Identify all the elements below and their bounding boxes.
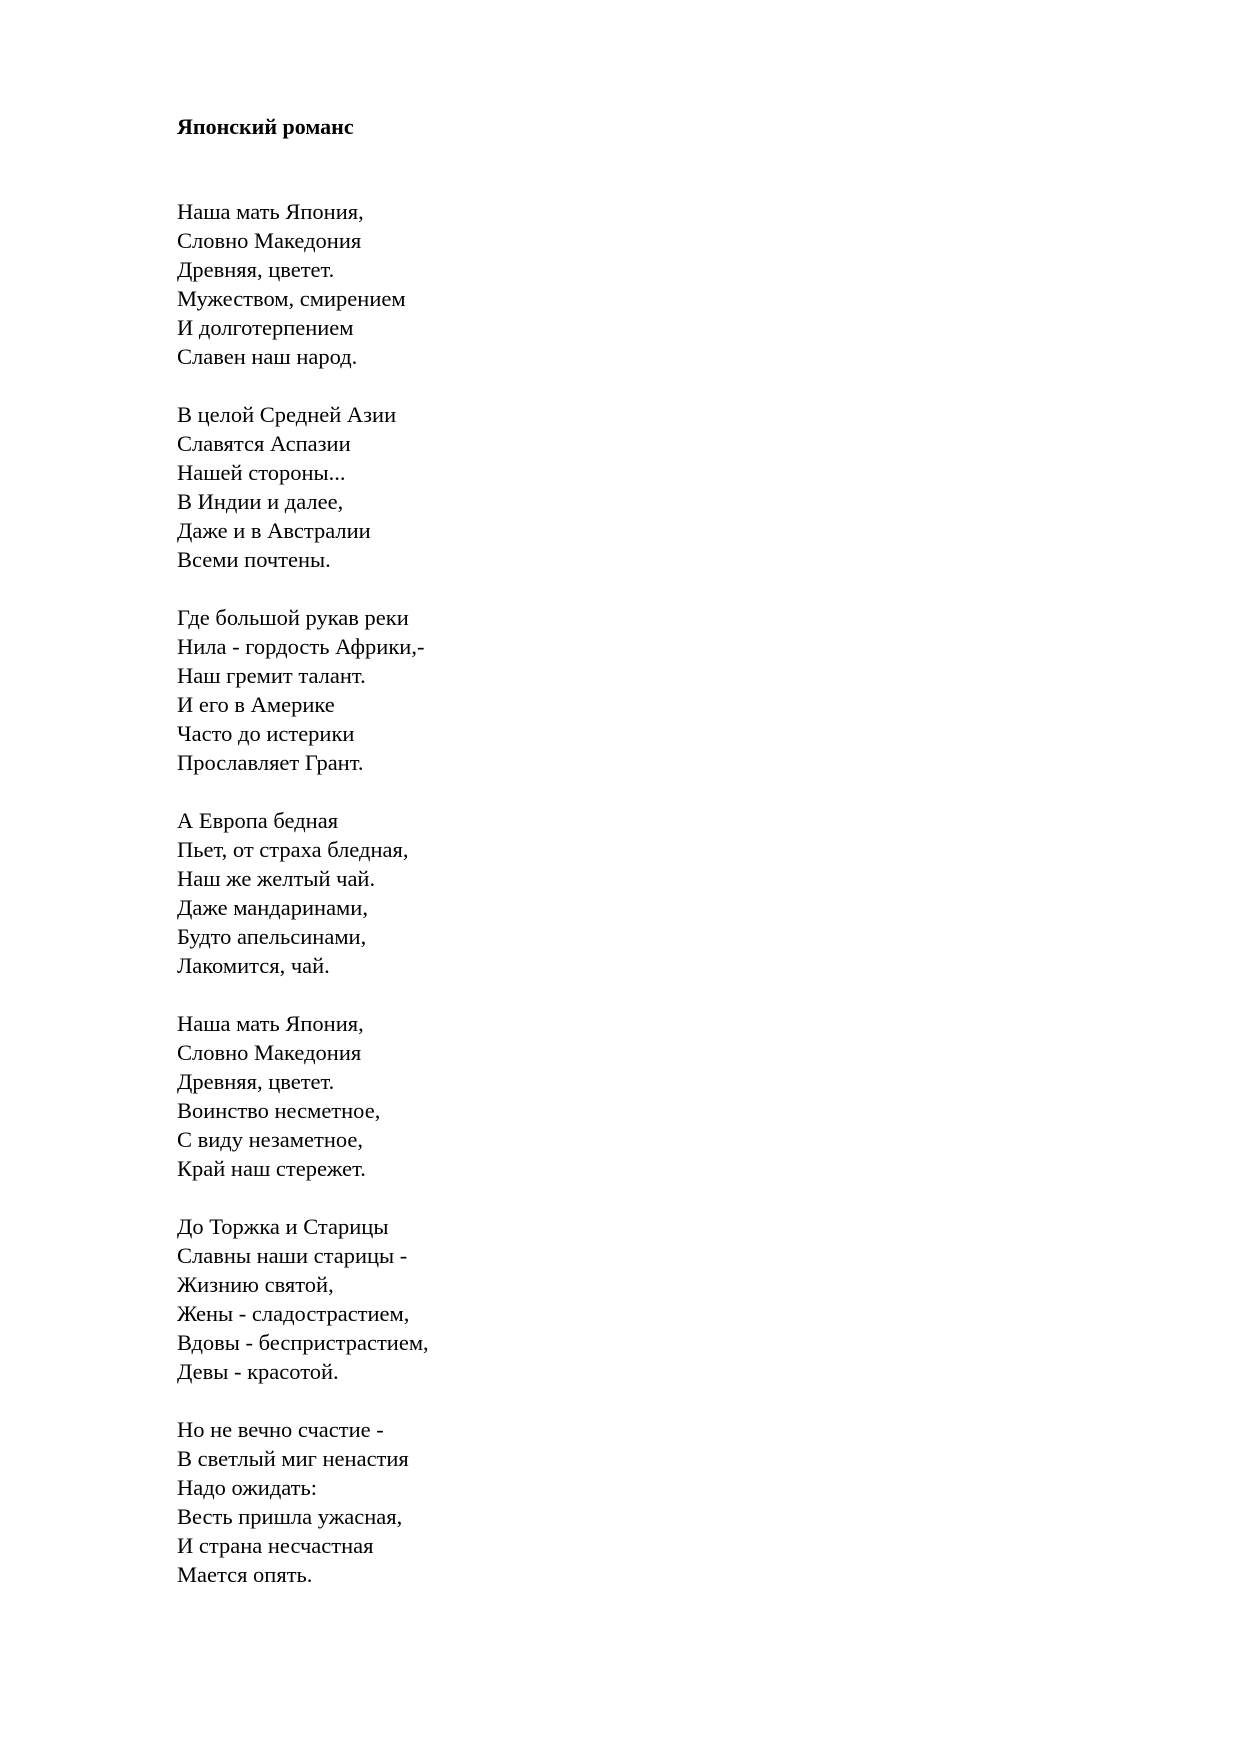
poem-line: Славен наш народ. <box>177 344 358 369</box>
poem-line: Славятся Аспазии <box>177 431 351 456</box>
poem-line: В Индии и далее, <box>177 489 344 514</box>
poem-line: Мается опять. <box>177 1562 313 1587</box>
poem-line: Лакомится, чай. <box>177 953 330 978</box>
poem-line: Наша мать Япония, <box>177 1011 364 1036</box>
poem-line: Нила - гордость Африки,- <box>177 634 425 659</box>
poem-line: Жены - сладострастием, <box>177 1301 410 1326</box>
poem-line: Древняя, цветет. <box>177 1069 335 1094</box>
poem-line: Девы - красотой. <box>177 1359 339 1384</box>
poem-line: И долготерпением <box>177 315 354 340</box>
poem-line: В светлый миг ненастия <box>177 1446 409 1471</box>
poem-line: Вдовы - беспристрастием, <box>177 1330 429 1355</box>
poem-line: Часто до истерики <box>177 721 355 746</box>
poem-line: Прославляет Грант. <box>177 750 364 775</box>
poem <box>177 112 877 1618</box>
poem-line: А Европа бедная <box>177 808 339 833</box>
stanza <box>177 1212 877 1386</box>
poem-line: Жизнию святой, <box>177 1272 334 1297</box>
poem-line: Где большой рукав реки <box>177 605 409 630</box>
poem-line: Даже мандаринами, <box>177 895 368 920</box>
poem-line: Славны наши старицы - <box>177 1243 408 1268</box>
poem-line: Наш же желтый чай. <box>177 866 376 891</box>
poem-line: Всеми почтены. <box>177 547 331 572</box>
poem-line: До Торжка и Старицы <box>177 1214 389 1239</box>
poem-line: Нашей стороны... <box>177 460 346 485</box>
poem-line: Даже и в Австралии <box>177 518 371 543</box>
poem-line: И страна несчастная <box>177 1533 374 1558</box>
poem-line: Надо ожидать: <box>177 1475 318 1500</box>
stanza <box>177 603 877 777</box>
stanza <box>177 197 877 371</box>
stanza <box>177 806 877 980</box>
poem-line: Край наш стережет. <box>177 1156 366 1181</box>
poem-line: Будто апельсинами, <box>177 924 367 949</box>
poem-line: С виду незаметное, <box>177 1127 364 1152</box>
poem-line: Пьет, от страха бледная, <box>177 837 409 862</box>
poem-line: В целой Средней Азии <box>177 402 397 427</box>
poem-line: Наш гремит талант. <box>177 663 366 688</box>
poem-line: Весть пришла ужасная, <box>177 1504 403 1529</box>
poem-title: Японский романс <box>177 114 354 139</box>
poem-line: Воинство несметное, <box>177 1098 381 1123</box>
poem-line: И его в Америке <box>177 692 335 717</box>
poem-line: Древняя, цветет. <box>177 257 335 282</box>
stanza <box>177 1415 877 1589</box>
stanza <box>177 400 877 574</box>
poem-line: Наша мать Япония, <box>177 199 364 224</box>
poem-line: Словно Македония <box>177 1040 362 1065</box>
poem-line: Словно Македония <box>177 228 362 253</box>
stanza <box>177 1009 877 1183</box>
poem-line: Но не вечно счастие - <box>177 1417 384 1442</box>
poem-line: Мужеством, смирением <box>177 286 406 311</box>
